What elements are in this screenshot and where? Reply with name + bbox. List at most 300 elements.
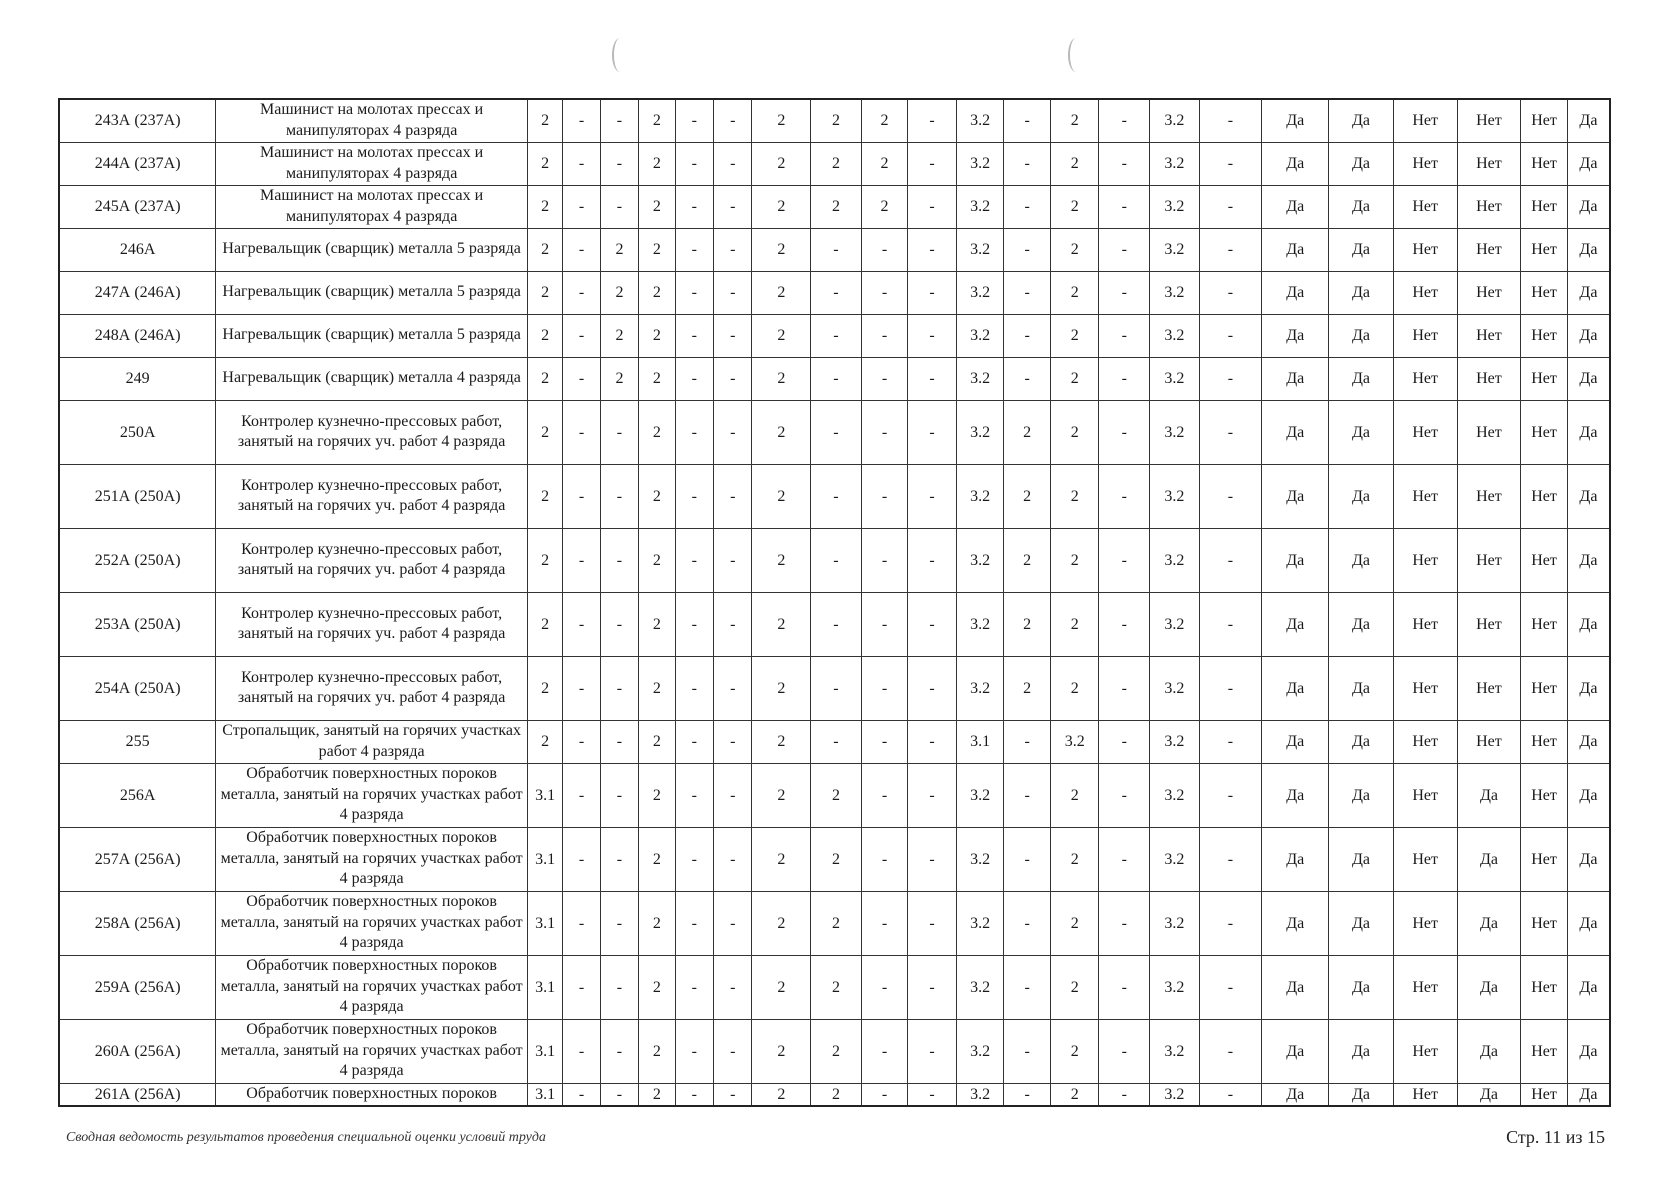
value-cell: 2	[811, 1083, 862, 1106]
value-cell: Да	[1567, 656, 1610, 720]
profession-cell: Обработчик поверхностных пороков металла, занятый на горячих участках работ 4 разряда	[216, 955, 528, 1019]
value-cell: 2	[527, 400, 562, 464]
document-title: Сводная ведомость результатов проведения специальной оценки условий труда	[66, 1130, 546, 1145]
value-cell: -	[1099, 1083, 1150, 1106]
value-cell: -	[811, 400, 862, 464]
value-cell: Нет	[1393, 99, 1457, 142]
table-row	[59, 464, 1610, 528]
workplace-number-cell: 259А (256А)	[59, 955, 216, 1019]
value-cell: -	[908, 891, 957, 955]
value-cell: 2	[600, 228, 638, 271]
value-cell: -	[675, 720, 713, 763]
workplace-number-cell: 253А (250А)	[59, 592, 216, 656]
table-row	[59, 1083, 1610, 1106]
value-cell: Да	[1262, 271, 1329, 314]
table-row	[59, 142, 1610, 185]
value-cell: 3.2	[956, 357, 1004, 400]
profession-cell: Нагревальщик (сварщик) металла 5 разряда	[216, 271, 528, 314]
value-cell: -	[675, 1019, 713, 1083]
value-cell: Да	[1567, 185, 1610, 228]
value-cell: Нет	[1457, 656, 1521, 720]
value-cell: Нет	[1393, 464, 1457, 528]
value-cell: -	[714, 271, 752, 314]
value-cell: Нет	[1457, 720, 1521, 763]
table-row	[59, 528, 1610, 592]
value-cell: 2	[527, 592, 562, 656]
value-cell: 2	[752, 1019, 811, 1083]
value-cell: Да	[1329, 955, 1394, 1019]
value-cell: 2	[752, 763, 811, 827]
value-cell: Нет	[1393, 827, 1457, 891]
value-cell: -	[675, 185, 713, 228]
value-cell: Нет	[1521, 228, 1568, 271]
value-cell: 3.2	[956, 592, 1004, 656]
value-cell: 2	[811, 891, 862, 955]
value-cell: -	[908, 827, 957, 891]
value-cell: 3.1	[527, 891, 562, 955]
table-row	[59, 228, 1610, 271]
value-cell: -	[1199, 656, 1262, 720]
workplace-number-cell: 244А (237А)	[59, 142, 216, 185]
value-cell: 2	[752, 99, 811, 142]
value-cell: -	[600, 185, 638, 228]
value-cell: Нет	[1393, 528, 1457, 592]
value-cell: -	[811, 656, 862, 720]
value-cell: -	[908, 656, 957, 720]
workplace-number-cell: 256А	[59, 763, 216, 827]
value-cell: -	[861, 827, 908, 891]
value-cell: -	[675, 528, 713, 592]
value-cell: -	[861, 464, 908, 528]
value-cell: Да	[1457, 763, 1521, 827]
value-cell: Да	[1262, 891, 1329, 955]
value-cell: Нет	[1393, 955, 1457, 1019]
value-cell: -	[675, 955, 713, 1019]
value-cell: 2	[752, 592, 811, 656]
value-cell: -	[675, 271, 713, 314]
value-cell: -	[1004, 185, 1051, 228]
value-cell: -	[861, 314, 908, 357]
value-cell: 2	[600, 357, 638, 400]
value-cell: 2	[639, 271, 675, 314]
value-cell: Да	[1262, 142, 1329, 185]
value-cell: 3.1	[527, 763, 562, 827]
value-cell: Да	[1262, 314, 1329, 357]
value-cell: Да	[1567, 592, 1610, 656]
value-cell: Да	[1262, 1083, 1329, 1106]
value-cell: 2	[639, 720, 675, 763]
value-cell: 3.2	[956, 400, 1004, 464]
value-cell: Нет	[1521, 99, 1568, 142]
value-cell: -	[908, 528, 957, 592]
workplace-number-cell: 258А (256А)	[59, 891, 216, 955]
value-cell: 2	[752, 528, 811, 592]
value-cell: 2	[811, 827, 862, 891]
value-cell: 2	[527, 720, 562, 763]
page-number: Стр. 11 из 15	[1506, 1127, 1605, 1147]
value-cell: 3.2	[956, 99, 1004, 142]
value-cell: 2	[1050, 464, 1099, 528]
value-cell: -	[675, 400, 713, 464]
value-cell: 2	[811, 763, 862, 827]
value-cell: 2	[752, 955, 811, 1019]
value-cell: Да	[1457, 1083, 1521, 1106]
value-cell: 3.2	[956, 656, 1004, 720]
value-cell: -	[908, 400, 957, 464]
value-cell: -	[1099, 827, 1150, 891]
value-cell: 2	[639, 464, 675, 528]
value-cell: -	[714, 1019, 752, 1083]
value-cell: -	[1099, 763, 1150, 827]
value-cell: -	[1004, 1019, 1051, 1083]
value-cell: -	[563, 891, 600, 955]
value-cell: Нет	[1521, 955, 1568, 1019]
value-cell: Да	[1329, 891, 1394, 955]
value-cell: -	[714, 400, 752, 464]
value-cell: Да	[1262, 827, 1329, 891]
value-cell: -	[1199, 891, 1262, 955]
value-cell: Нет	[1521, 592, 1568, 656]
value-cell: 2	[1050, 400, 1099, 464]
value-cell: -	[861, 357, 908, 400]
profession-cell: Нагревальщик (сварщик) металла 4 разряда	[216, 357, 528, 400]
value-cell: -	[908, 99, 957, 142]
workplace-number-cell: 254А (250А)	[59, 656, 216, 720]
value-cell: -	[1199, 228, 1262, 271]
value-cell: Нет	[1521, 528, 1568, 592]
value-cell: -	[1004, 1083, 1051, 1106]
value-cell: 2	[1050, 955, 1099, 1019]
value-cell: Да	[1567, 528, 1610, 592]
value-cell: 3.2	[1150, 99, 1200, 142]
value-cell: 2	[639, 891, 675, 955]
value-cell: Да	[1567, 891, 1610, 955]
value-cell: 2	[861, 99, 908, 142]
value-cell: -	[1004, 955, 1051, 1019]
workplace-number-cell: 243А (237А)	[59, 99, 216, 142]
value-cell: -	[1199, 1019, 1262, 1083]
value-cell: -	[600, 720, 638, 763]
value-cell: Да	[1329, 592, 1394, 656]
value-cell: -	[1199, 528, 1262, 592]
value-cell: 2	[861, 142, 908, 185]
value-cell: -	[1199, 1083, 1262, 1106]
workplace-number-cell: 245А (237А)	[59, 185, 216, 228]
value-cell: Да	[1567, 464, 1610, 528]
table-row	[59, 592, 1610, 656]
value-cell: 3.2	[956, 314, 1004, 357]
value-cell: -	[1199, 827, 1262, 891]
value-cell: -	[861, 1083, 908, 1106]
value-cell: Нет	[1521, 185, 1568, 228]
value-cell: -	[1099, 142, 1150, 185]
value-cell: Нет	[1521, 357, 1568, 400]
value-cell: -	[1199, 720, 1262, 763]
value-cell: 2	[811, 955, 862, 1019]
table-row	[59, 656, 1610, 720]
value-cell: 2	[639, 763, 675, 827]
value-cell: 2	[752, 271, 811, 314]
value-cell: -	[1099, 271, 1150, 314]
value-cell: Да	[1329, 656, 1394, 720]
value-cell: 2	[639, 99, 675, 142]
profession-cell: Нагревальщик (сварщик) металла 5 разряда	[216, 228, 528, 271]
value-cell: 3.2	[1150, 1019, 1200, 1083]
value-cell: Нет	[1521, 827, 1568, 891]
value-cell: Да	[1262, 1019, 1329, 1083]
value-cell: -	[600, 142, 638, 185]
value-cell: -	[714, 99, 752, 142]
value-cell: 2	[527, 357, 562, 400]
value-cell: -	[600, 891, 638, 955]
value-cell: -	[714, 763, 752, 827]
value-cell: 2	[752, 720, 811, 763]
value-cell: -	[1099, 1019, 1150, 1083]
value-cell: -	[714, 228, 752, 271]
value-cell: 2	[639, 142, 675, 185]
value-cell: -	[600, 400, 638, 464]
value-cell: 2	[752, 185, 811, 228]
value-cell: 2	[1050, 891, 1099, 955]
value-cell: 2	[1050, 228, 1099, 271]
value-cell: -	[675, 142, 713, 185]
value-cell: -	[908, 955, 957, 1019]
value-cell: -	[861, 228, 908, 271]
value-cell: -	[600, 99, 638, 142]
value-cell: Нет	[1393, 891, 1457, 955]
value-cell: 3.2	[1150, 1083, 1200, 1106]
profession-cell: Контролер кузнечно-прессовых работ, занятый на горячих уч. работ 4 разряда	[216, 464, 528, 528]
value-cell: Да	[1329, 528, 1394, 592]
value-cell: 2	[527, 271, 562, 314]
value-cell: -	[675, 99, 713, 142]
value-cell: Да	[1329, 314, 1394, 357]
value-cell: -	[714, 314, 752, 357]
value-cell: 2	[600, 314, 638, 357]
value-cell: Нет	[1393, 763, 1457, 827]
profession-cell: Контролер кузнечно-прессовых работ, занятый на горячих уч. работ 4 разряда	[216, 400, 528, 464]
value-cell: Да	[1329, 400, 1394, 464]
value-cell: 3.2	[1150, 720, 1200, 763]
value-cell: 2	[1004, 400, 1051, 464]
value-cell: -	[861, 720, 908, 763]
value-cell: -	[908, 464, 957, 528]
value-cell: Нет	[1521, 763, 1568, 827]
punch-hole-mark	[1068, 38, 1084, 72]
value-cell: -	[811, 228, 862, 271]
value-cell: -	[563, 656, 600, 720]
value-cell: 3.2	[1050, 720, 1099, 763]
value-cell: 2	[639, 185, 675, 228]
value-cell: -	[714, 357, 752, 400]
value-cell: -	[1199, 185, 1262, 228]
value-cell: Да	[1262, 656, 1329, 720]
value-cell: -	[1099, 592, 1150, 656]
value-cell: -	[1099, 464, 1150, 528]
value-cell: Нет	[1393, 400, 1457, 464]
table-row	[59, 271, 1610, 314]
value-cell: -	[1004, 271, 1051, 314]
workplace-number-cell: 251А (250А)	[59, 464, 216, 528]
value-cell: Нет	[1457, 228, 1521, 271]
value-cell: 3.2	[1150, 891, 1200, 955]
table-row	[59, 763, 1610, 827]
value-cell: -	[675, 1083, 713, 1106]
value-cell: Нет	[1521, 464, 1568, 528]
value-cell: 2	[1050, 314, 1099, 357]
value-cell: 2	[752, 891, 811, 955]
value-cell: -	[861, 955, 908, 1019]
workplace-number-cell: 247А (246А)	[59, 271, 216, 314]
value-cell: Да	[1457, 891, 1521, 955]
value-cell: -	[1004, 228, 1051, 271]
value-cell: 2	[639, 400, 675, 464]
value-cell: -	[1099, 955, 1150, 1019]
table-row	[59, 827, 1610, 891]
value-cell: -	[563, 1083, 600, 1106]
value-cell: -	[714, 142, 752, 185]
value-cell: Да	[1262, 228, 1329, 271]
value-cell: -	[861, 271, 908, 314]
value-cell: 2	[1050, 763, 1099, 827]
value-cell: -	[563, 228, 600, 271]
value-cell: Нет	[1393, 314, 1457, 357]
value-cell: 2	[639, 955, 675, 1019]
value-cell: Да	[1329, 228, 1394, 271]
value-cell: 2	[1004, 528, 1051, 592]
value-cell: -	[1004, 314, 1051, 357]
value-cell: -	[1099, 185, 1150, 228]
value-cell: 2	[811, 185, 862, 228]
value-cell: Да	[1329, 185, 1394, 228]
value-cell: 2	[527, 464, 562, 528]
value-cell: -	[1099, 891, 1150, 955]
value-cell: -	[675, 228, 713, 271]
value-cell: 2	[527, 99, 562, 142]
value-cell: -	[675, 314, 713, 357]
table-row	[59, 955, 1610, 1019]
value-cell: 2	[639, 827, 675, 891]
value-cell: 3.2	[956, 464, 1004, 528]
value-cell: 2	[1004, 656, 1051, 720]
value-cell: Да	[1457, 955, 1521, 1019]
value-cell: Да	[1329, 271, 1394, 314]
value-cell: Нет	[1393, 357, 1457, 400]
value-cell: -	[908, 314, 957, 357]
value-cell: 2	[1050, 142, 1099, 185]
value-cell: 2	[811, 99, 862, 142]
value-cell: 2	[1050, 528, 1099, 592]
value-cell: Нет	[1521, 314, 1568, 357]
value-cell: -	[861, 528, 908, 592]
value-cell: 3.2	[1150, 314, 1200, 357]
value-cell: -	[1099, 656, 1150, 720]
profession-cell: Обработчик поверхностных пороков металла, занятый на горячих участках работ 4 разряда	[216, 763, 528, 827]
value-cell: -	[1004, 827, 1051, 891]
value-cell: Да	[1262, 720, 1329, 763]
value-cell: Да	[1567, 357, 1610, 400]
value-cell: Да	[1567, 228, 1610, 271]
value-cell: -	[1199, 955, 1262, 1019]
table-row	[59, 720, 1610, 763]
value-cell: -	[714, 827, 752, 891]
workplace-number-cell: 248А (246А)	[59, 314, 216, 357]
value-cell: 3.2	[1150, 464, 1200, 528]
value-cell: Нет	[1521, 1083, 1568, 1106]
value-cell: 2	[1050, 1019, 1099, 1083]
value-cell: -	[1004, 99, 1051, 142]
value-cell: Да	[1262, 400, 1329, 464]
value-cell: 3.2	[1150, 357, 1200, 400]
workplace-number-cell: 255	[59, 720, 216, 763]
value-cell: 2	[600, 271, 638, 314]
value-cell: 2	[527, 656, 562, 720]
punch-hole-mark	[612, 38, 628, 72]
value-cell: Да	[1567, 955, 1610, 1019]
value-cell: Да	[1329, 763, 1394, 827]
value-cell: -	[811, 592, 862, 656]
value-cell: 2	[752, 400, 811, 464]
value-cell: 3.2	[1150, 656, 1200, 720]
profession-cell: Обработчик поверхностных пороков металла, занятый на горячих участках работ 4 разряда	[216, 827, 528, 891]
value-cell: -	[811, 357, 862, 400]
value-cell: 2	[639, 228, 675, 271]
table-row	[59, 1019, 1610, 1083]
value-cell: Да	[1329, 1083, 1394, 1106]
value-cell: -	[675, 891, 713, 955]
value-cell: -	[908, 1019, 957, 1083]
value-cell: 2	[1050, 656, 1099, 720]
value-cell: -	[1099, 357, 1150, 400]
value-cell: 3.1	[527, 827, 562, 891]
table-row	[59, 185, 1610, 228]
value-cell: 3.2	[1150, 142, 1200, 185]
value-cell: 3.2	[1150, 592, 1200, 656]
value-cell: 3.2	[956, 228, 1004, 271]
value-cell: -	[563, 314, 600, 357]
value-cell: -	[600, 464, 638, 528]
value-cell: 3.2	[956, 271, 1004, 314]
profession-cell: Стропальщик, занятый на горячих участках работ 4 разряда	[216, 720, 528, 763]
value-cell: Нет	[1393, 228, 1457, 271]
value-cell: Нет	[1521, 1019, 1568, 1083]
value-cell: -	[714, 720, 752, 763]
value-cell: 2	[811, 1019, 862, 1083]
table-row	[59, 314, 1610, 357]
value-cell: 3.2	[956, 142, 1004, 185]
value-cell: Нет	[1457, 464, 1521, 528]
value-cell: -	[600, 1083, 638, 1106]
value-cell: Нет	[1393, 142, 1457, 185]
value-cell: Нет	[1521, 400, 1568, 464]
value-cell: -	[675, 763, 713, 827]
profession-cell: Обработчик поверхностных пороков	[216, 1083, 528, 1106]
value-cell: Нет	[1393, 1083, 1457, 1106]
value-cell: 2	[527, 528, 562, 592]
value-cell: 2	[639, 314, 675, 357]
value-cell: 2	[639, 528, 675, 592]
value-cell: -	[1199, 314, 1262, 357]
value-cell: -	[600, 528, 638, 592]
value-cell: -	[908, 142, 957, 185]
value-cell: -	[908, 228, 957, 271]
value-cell: 2	[1050, 99, 1099, 142]
value-cell: -	[563, 99, 600, 142]
value-cell: 2	[639, 656, 675, 720]
value-cell: Нет	[1457, 314, 1521, 357]
value-cell: Нет	[1521, 271, 1568, 314]
value-cell: 2	[527, 314, 562, 357]
